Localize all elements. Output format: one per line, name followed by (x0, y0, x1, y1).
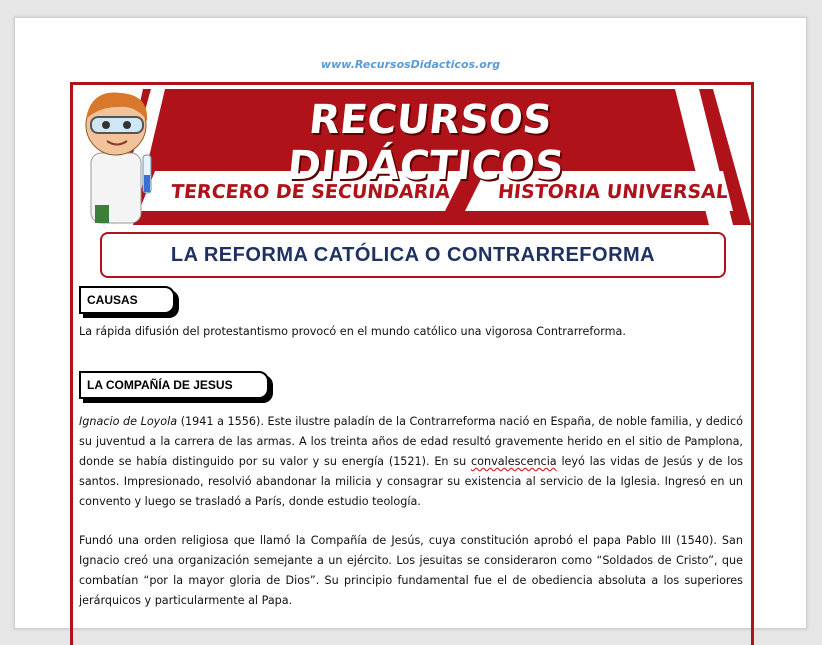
section-heading-compania: LA COMPAÑÍA DE JESUS (79, 371, 269, 399)
site-url[interactable]: www.RecursosDidacticos.org (320, 58, 501, 71)
paragraph-text: leyó las vidas de Jesús y de los santos. Impresionado, resolvió abandonar la milicia y consagrar su existencia al servicio de la Iglesia. Ingresó en un convento y luego se trasladó a París, donde estudio teología. (79, 455, 744, 508)
banner-subject: HISTORIA UNIVERSAL (496, 181, 730, 203)
banner-grade: TERCERO DE SECUNDARIA (169, 181, 452, 203)
document-page (14, 17, 807, 629)
document-title: LA REFORMA CATÓLICA O CONTRARREFORMA (100, 232, 726, 278)
paragraph-causas: La rápida difusión del protestantismo provocó en el mundo católico una vigorosa Contrarreforma. (79, 325, 626, 338)
person-name: Ignacio de Loyola (79, 415, 178, 428)
banner-title: RECURSOS DIDÁCTICOS (285, 97, 566, 189)
section-heading-causas: CAUSAS (79, 286, 175, 314)
spellcheck-flagged-word[interactable]: convalescencia (471, 455, 557, 468)
paragraph-loyola (79, 412, 743, 512)
header-banner (73, 85, 751, 225)
paragraph-compania: Fundó una orden religiosa que llamó la Compañía de Jesús, cuya constitución aprobó el papa Pablo III (1540). San Ignacio creó una organización semejante a un ejército. Los jesuitas se consideraron como “Soldados de Cristo”, que combatían “por la mayor gloria de Dios”. Su principio fundamental fue el de obediencia absoluta a los superiores jerárquicos y particularmente al Papa. (79, 534, 743, 607)
paragraph-text: (1941 a 1556). Este ilustre paladín de la Contrarreforma nació en España, de noble familia, y dedicó su juventud a la carrera de las armas. A los treinta años de edad resultó gravemente herido en el sitio de Pamplona, donde se había distinguido por su valor y su energía (1521). En su (79, 415, 743, 468)
